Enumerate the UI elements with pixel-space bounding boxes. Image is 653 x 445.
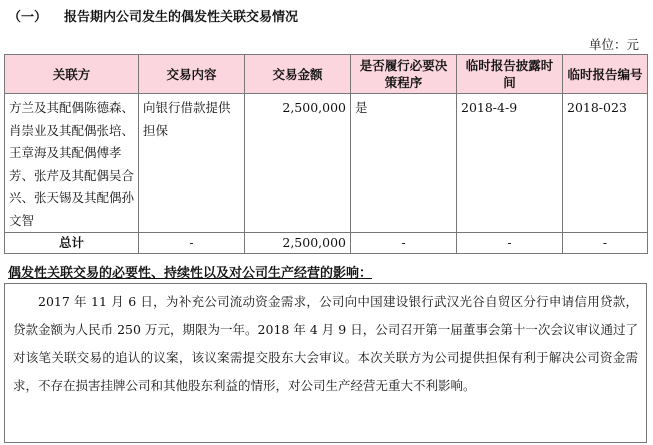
cell-amount: 2,500,000 bbox=[245, 94, 351, 233]
section-heading bbox=[8, 4, 298, 26]
header-amount: 交易金额 bbox=[245, 55, 351, 94]
cell-decision: 是 bbox=[351, 94, 457, 233]
total-decision: - bbox=[351, 233, 457, 254]
cell-party: 方兰及其配偶陈德森、肖崇业及其配偶张培、王章海及其配偶傅孝芳、张芹及其配偶吴合兴、张天锡及其配偶孙文智 bbox=[5, 94, 139, 233]
header-number: 临时报告编号 bbox=[563, 55, 648, 94]
total-date: - bbox=[457, 233, 563, 254]
cell-content: 向银行借款提供担保 bbox=[139, 94, 245, 233]
table-header-row bbox=[5, 55, 648, 94]
table-row bbox=[5, 94, 648, 233]
total-content: - bbox=[139, 233, 245, 254]
unit-label: 单位：元 bbox=[588, 37, 639, 52]
table-total-row bbox=[5, 233, 648, 254]
total-number: - bbox=[563, 233, 648, 254]
header-party: 关联方 bbox=[5, 55, 139, 94]
cell-number: 2018-023 bbox=[563, 94, 648, 233]
section-title: 报告期内公司发生的偶发性关联交易情况 bbox=[64, 9, 299, 25]
header-decision: 是否履行必要决策程序 bbox=[351, 55, 457, 94]
cell-date: 2018-4-9 bbox=[457, 94, 563, 233]
header-date: 临时报告披露时间 bbox=[457, 55, 563, 94]
related-transactions-table bbox=[4, 54, 648, 254]
total-label: 总计 bbox=[5, 233, 139, 254]
necessity-paragraph: 2017 年 11 月 6 日，为补充公司流动资金需求，公司向中国建设银行武汉光谷自贸区分行申请信用贷款，贷款金额为人民币 250 万元，期限为一年。2018 年 4 月 9 日，公司召开第一届董事会第十一次会议审议通过了对该笔关联交易的追认的议案，该议案需提交股东大会审议。本次关联方为公司提供担保有利于解决公司资金需求，不存在损害挂牌公司和其他股东利益的情形，对公司生产经营无重大不利影响。 bbox=[4, 283, 647, 443]
total-amount: 2,500,000 bbox=[245, 233, 351, 254]
necessity-title: 偶发性关联交易的必要性、持续性以及对公司生产经营的影响： bbox=[8, 266, 373, 281]
header-content: 交易内容 bbox=[139, 55, 245, 94]
section-number: （一） bbox=[8, 9, 48, 25]
